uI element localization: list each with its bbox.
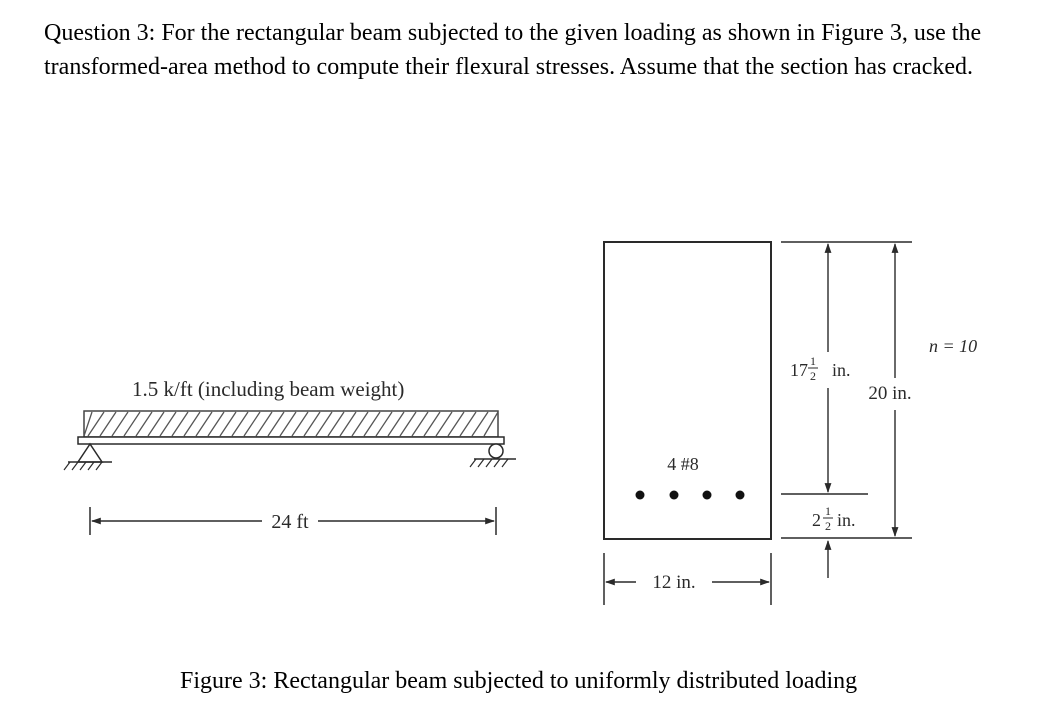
- rebar-1: [636, 491, 645, 500]
- rebar-4: [736, 491, 745, 500]
- rebar-3: [703, 491, 712, 500]
- modular-ratio-label: n = 10: [929, 336, 978, 356]
- depth-whole: 17: [790, 360, 808, 380]
- question-line-1: Question 3: For the rectangular beam subjected to the given loading as shown in Figure 3, use the: [44, 20, 982, 46]
- load-hatch-line: [136, 412, 152, 436]
- cover-numerator: 1: [825, 504, 831, 518]
- load-hatch-line: [388, 412, 404, 436]
- load-label: 1.5 k/ft (including beam weight): [132, 377, 405, 401]
- pin-support: [64, 444, 112, 470]
- load-hatch-line: [376, 412, 392, 436]
- load-hatch-line: [400, 412, 416, 436]
- load-hatch-line: [208, 412, 224, 436]
- load-hatch-line: [172, 412, 188, 436]
- effective-depth-dimension: [790, 244, 851, 492]
- load-hatch-line: [220, 412, 236, 436]
- span-label: 24 ft: [271, 511, 309, 533]
- beam-member: [78, 437, 504, 444]
- bars-label: 4 #8: [667, 454, 699, 474]
- load-hatch-line: [328, 412, 344, 436]
- width-label: 12 in.: [652, 572, 696, 593]
- rebar-2: [670, 491, 679, 500]
- load-hatch-line: [184, 412, 200, 436]
- load-hatch-line: [304, 412, 320, 436]
- depth-denominator: 2: [810, 369, 816, 383]
- load-hatch-line: [292, 412, 308, 436]
- load-hatch-line: [340, 412, 356, 436]
- height-dimension: [868, 244, 911, 536]
- load-hatch-line: [316, 412, 332, 436]
- figure-caption: Figure 3: Rectangular beam subjected to uniformly distributed loading: [180, 668, 858, 694]
- load-hatch-line: [436, 412, 452, 436]
- cover-unit: in.: [837, 510, 856, 530]
- distributed-load-hatch: [84, 411, 498, 437]
- cover-denominator: 2: [825, 519, 831, 533]
- question-line-2: transformed-area method to compute their flexural stresses. Assume that the section has cracked.: [44, 54, 974, 80]
- load-hatch-line: [448, 412, 464, 436]
- beam-cross-section: [604, 242, 771, 539]
- width-dimension: [604, 553, 771, 605]
- load-hatch-line: [256, 412, 272, 436]
- load-hatch-line: [352, 412, 368, 436]
- load-hatch-line: [232, 412, 248, 436]
- load-hatch-line: [424, 412, 440, 436]
- load-hatch-line: [412, 412, 428, 436]
- depth-unit: in.: [832, 360, 851, 380]
- roller-support: [470, 444, 516, 467]
- load-hatch-line: [364, 412, 380, 436]
- height-label: 20 in.: [868, 383, 912, 404]
- cover-whole: 2: [812, 510, 821, 530]
- load-hatch-line: [112, 412, 128, 436]
- load-hatch-line: [100, 412, 116, 436]
- load-hatch-line: [460, 412, 476, 436]
- cover-dimension: [812, 504, 856, 578]
- load-hatch-line: [280, 412, 296, 436]
- load-hatch-line: [148, 412, 164, 436]
- load-hatch-line: [196, 412, 212, 436]
- load-hatch-line: [268, 412, 284, 436]
- load-hatch-line: [160, 412, 176, 436]
- load-hatch-line: [124, 412, 140, 436]
- depth-numerator: 1: [810, 354, 816, 368]
- load-hatch-line: [244, 412, 260, 436]
- span-dimension: [90, 507, 496, 535]
